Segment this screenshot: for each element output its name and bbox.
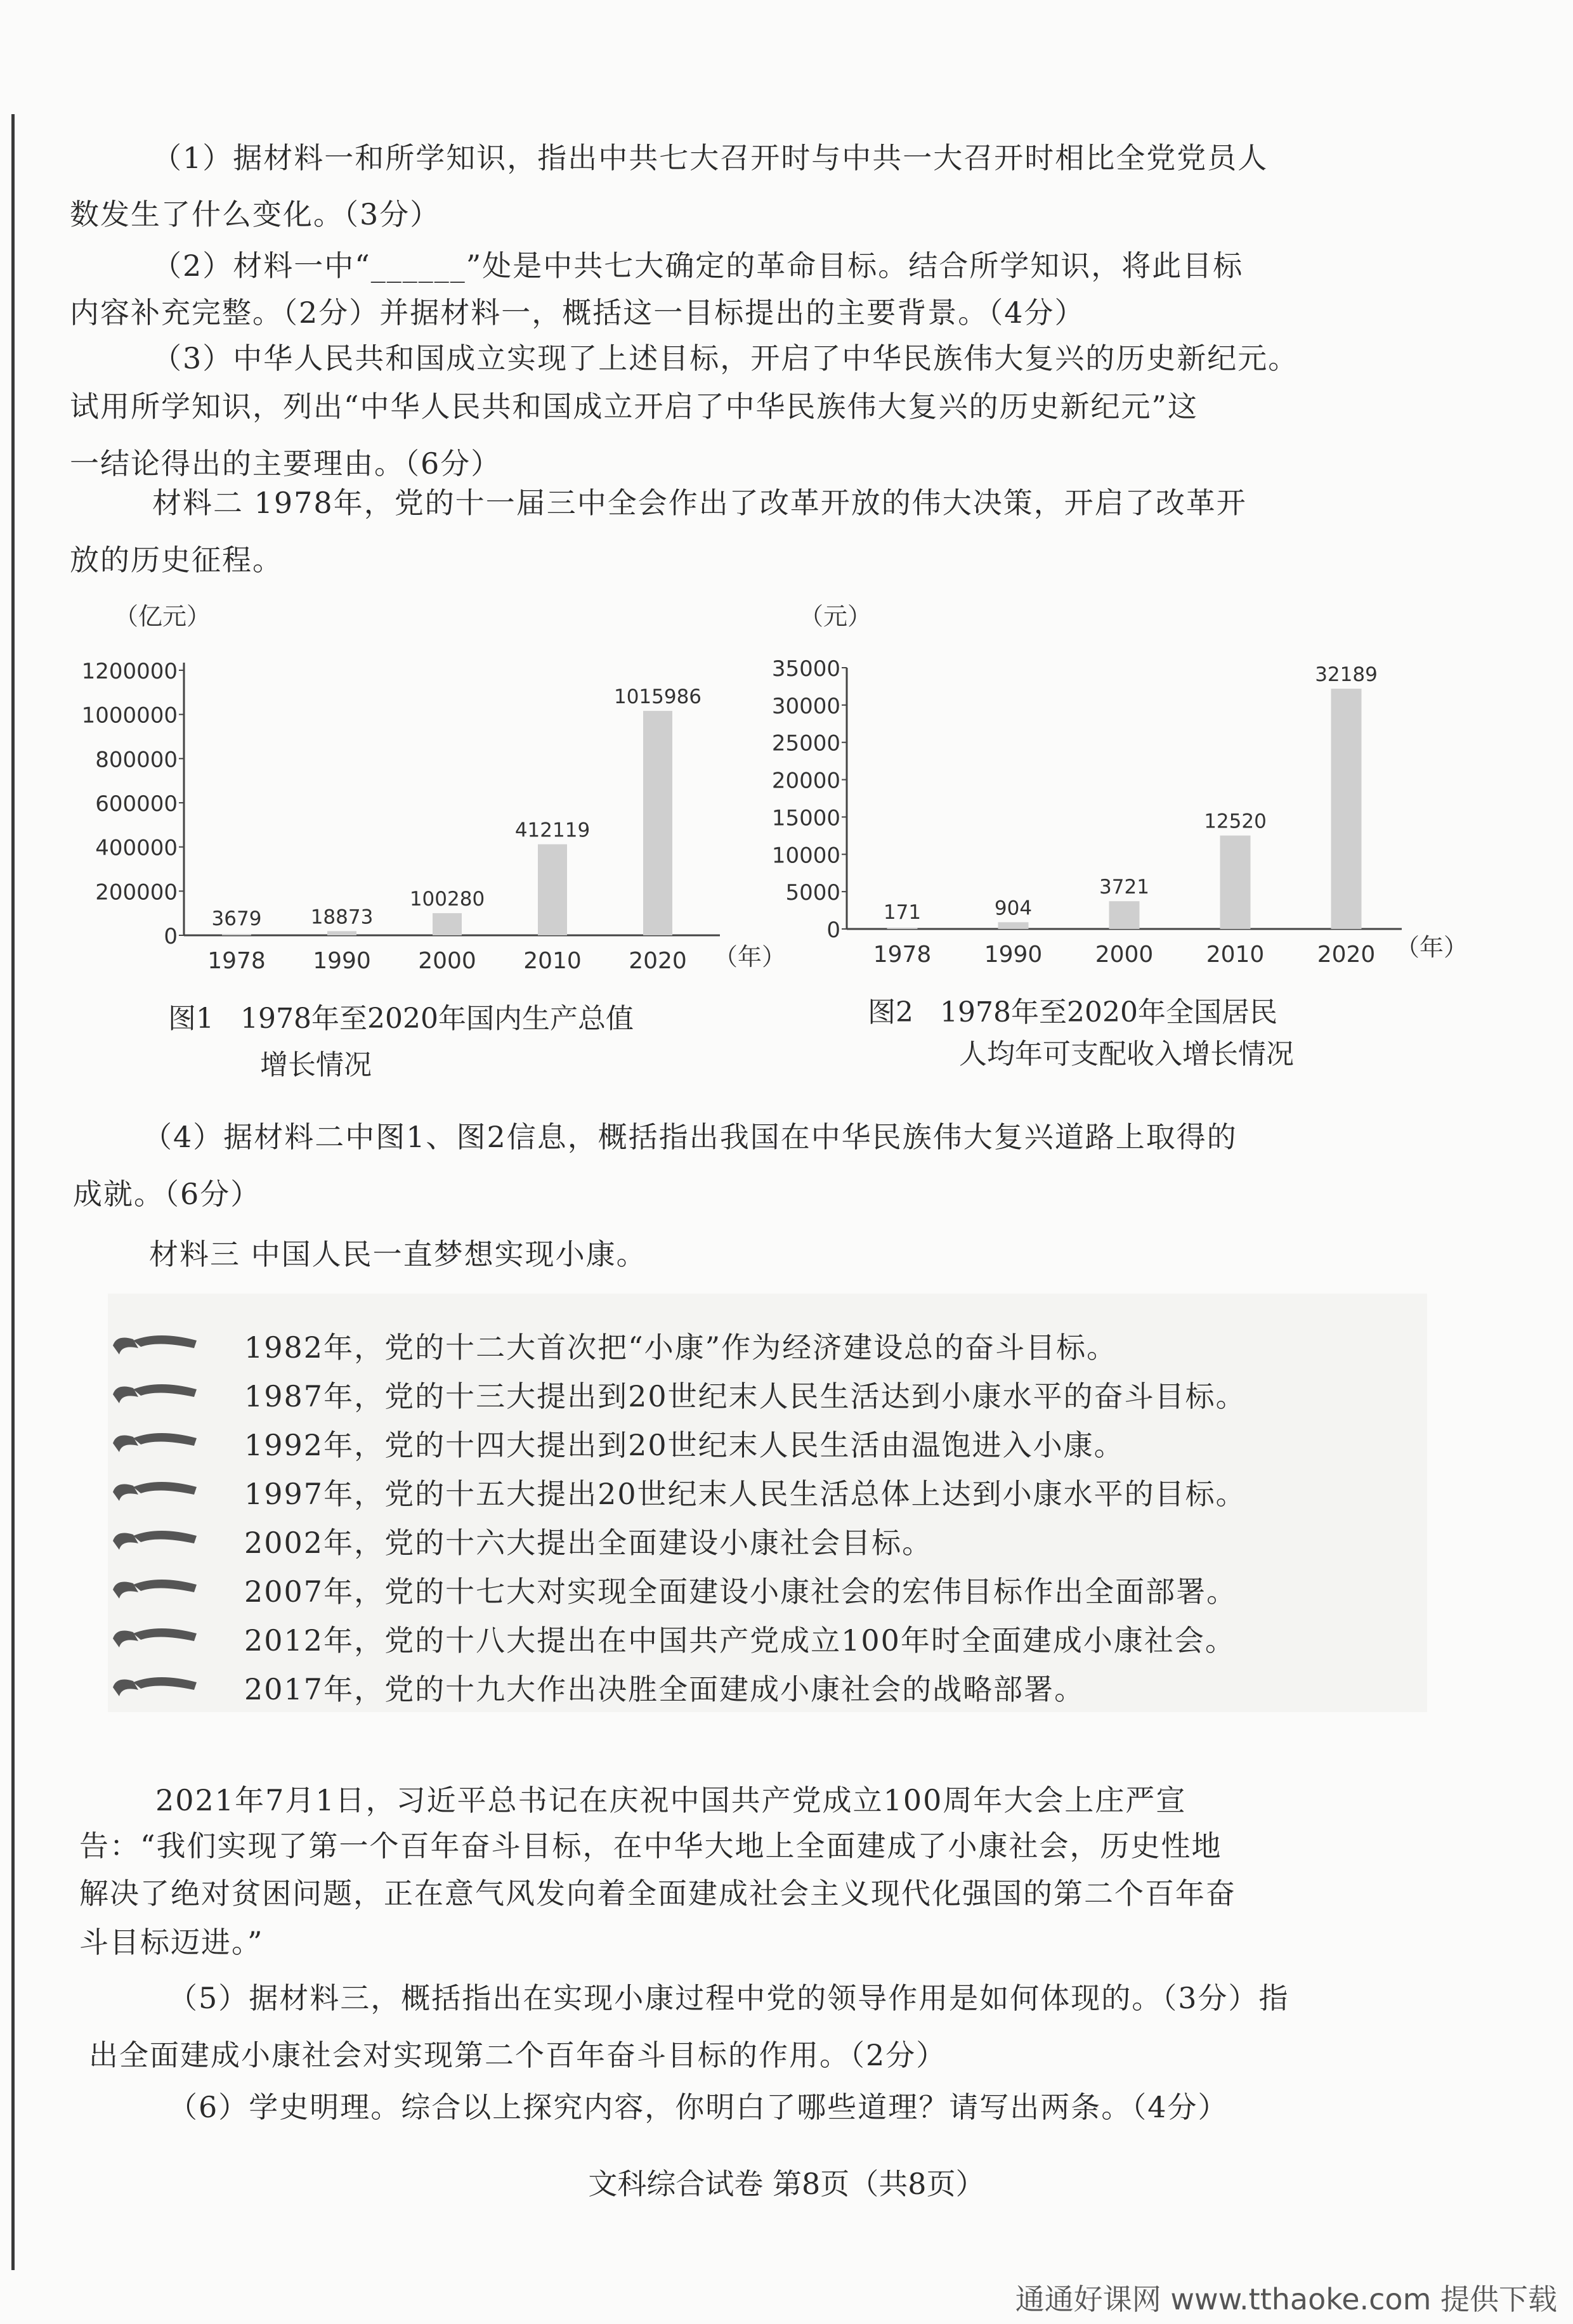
income-chart-bar-1990 xyxy=(998,922,1029,929)
income-chart-ytick-label: 35000 xyxy=(771,656,840,682)
gdp-chart-data-label-2020: 1015986 xyxy=(613,685,702,709)
income-chart-bar-2010 xyxy=(1220,836,1251,929)
income-chart-data-label-1990: 904 xyxy=(994,897,1033,920)
material2-line1: 材料二 1978年，党的十一届三中全会作出了改革开放的伟大决策，开启了改革开 xyxy=(152,486,1247,520)
figure2-caption-text: 1978年至2020年全国居民 xyxy=(940,996,1277,1029)
income-chart-ytick-label: 30000 xyxy=(771,693,840,719)
timeline-item xyxy=(108,1418,1125,1467)
gdp-chart-data-label-2000: 100280 xyxy=(409,888,485,911)
curved-arrow-icon xyxy=(108,1620,203,1658)
income-chart-yticks xyxy=(772,656,847,943)
xiaokang-timeline xyxy=(108,1294,1427,1712)
timeline-item xyxy=(108,1467,1246,1516)
figure2-caption-line2: 人均年可支配收入增长情况 xyxy=(959,1038,1294,1070)
income-chart-xtick-label: 1978 xyxy=(873,942,932,968)
gdp-chart-ytick-label: 1000000 xyxy=(81,703,178,729)
timeline-item xyxy=(108,1321,1117,1370)
gdp-chart-ytick-label: 800000 xyxy=(95,747,178,773)
income-chart-data-label-2010: 12520 xyxy=(1204,810,1267,833)
timeline-text: 2007年，党的十七大对实现全面建设小康社会的宏伟目标作出全面部署。 xyxy=(244,1574,1237,1609)
gdp-chart-ytick-label: 200000 xyxy=(95,880,178,906)
timeline-item xyxy=(108,1516,932,1565)
timeline-text: 1997年，党的十五大提出20世纪末人民生活总体上达到小康水平的目标。 xyxy=(244,1476,1246,1511)
gdp-chart-bar-2020 xyxy=(643,711,672,935)
gdp-chart-xtick-label: 2020 xyxy=(629,948,687,974)
income-chart-xtick-label: 2000 xyxy=(1095,942,1154,968)
income-chart-bar-2000 xyxy=(1109,901,1140,929)
timeline-text: 1992年，党的十四大提出到20世纪末人民生活由温饱进入小康。 xyxy=(244,1427,1125,1462)
gdp-chart-yticks xyxy=(82,659,184,949)
figure1-caption-text: 1978年至2020年国内生产总值 xyxy=(240,1003,634,1035)
income-chart-ytick-label: 15000 xyxy=(771,805,840,831)
gdp-chart-xtick-label: 2000 xyxy=(418,948,476,974)
gdp-chart-ytick-label: 1200000 xyxy=(81,659,178,684)
gdp-chart-bar-2010 xyxy=(538,844,567,935)
income-chart-x-unit: （年） xyxy=(1395,933,1468,961)
gdp-chart-ytick-label: 400000 xyxy=(95,835,178,861)
income-chart-data-label-1978: 171 xyxy=(883,901,922,924)
figure1-caption-line2: 增长情况 xyxy=(260,1049,372,1081)
gdp-chart-data-label-1978: 3679 xyxy=(211,907,262,930)
income-chart xyxy=(748,596,1472,1015)
income-chart-ytick-label: 5000 xyxy=(785,880,840,906)
income-chart-ytick-label: 0 xyxy=(826,918,840,943)
curved-arrow-icon xyxy=(108,1522,203,1560)
gdp-chart-bar-2000 xyxy=(433,913,462,935)
timeline-text: 2012年，党的十八大提出在中国共产党成立100年时全面建成小康社会。 xyxy=(244,1623,1236,1658)
curved-arrow-icon xyxy=(108,1668,203,1706)
q5-line1: （5）据材料三，概括指出在实现小康过程中党的领导作用是如何体现的。（3分）指 xyxy=(168,1981,1289,2015)
gdp-chart xyxy=(57,596,786,1015)
figure2-caption-line1 xyxy=(868,990,1277,1035)
curved-arrow-icon xyxy=(108,1327,203,1365)
income-chart-xtick-label: 1990 xyxy=(984,942,1043,968)
speech-line3: 解决了绝对贫困问题，正在意气风发向着全面建成社会主义现代化强国的第二个百年奋 xyxy=(79,1876,1236,1911)
q1-line1: （1）据材料一和所学知识，指出中共七大召开时与中共一大召开时相比全党党员人 xyxy=(152,141,1269,175)
curved-arrow-icon xyxy=(108,1424,203,1462)
q2-line1: （2）材料一中“______”处是中共七大确定的革命目标。结合所学知识，将此目标 xyxy=(152,249,1244,283)
curved-arrow-icon xyxy=(108,1571,203,1609)
q4-line1: （4）据材料二中图1、图2信息，概括指出我国在中华民族伟大复兴道路上取得的 xyxy=(143,1120,1237,1154)
figure1-caption-line1 xyxy=(168,997,634,1041)
figure2-number: 图2 xyxy=(868,996,913,1029)
gdp-chart-xticks xyxy=(207,948,687,974)
gdp-chart-xtick-label: 1990 xyxy=(313,948,371,974)
q5-line2: 出全面建成小康社会对实现第二个百年奋斗目标的作用。（2分） xyxy=(89,2038,947,2072)
income-chart-unit: （元） xyxy=(799,602,872,630)
income-chart-data-label-2020: 32189 xyxy=(1315,663,1378,687)
timeline-text: 1982年，党的十二大首次把“小康”作为经济建设总的奋斗目标。 xyxy=(244,1330,1118,1365)
gdp-chart-ytick-label: 0 xyxy=(164,924,178,949)
gdp-chart-xtick-label: 1978 xyxy=(207,948,266,974)
q4-line2: 成就。（6分） xyxy=(73,1177,261,1211)
income-chart-ytick-label: 10000 xyxy=(771,843,840,869)
income-chart-ytick-label: 20000 xyxy=(771,768,840,794)
timeline-text: 2017年，党的十九大作出决胜全面建成小康社会的战略部署。 xyxy=(244,1672,1085,1706)
gdp-chart-bar-1990 xyxy=(327,931,356,935)
income-chart-xtick-label: 2010 xyxy=(1206,942,1265,968)
q3-line3: 一结论得出的主要理由。（6分） xyxy=(70,446,502,481)
speech-line4: 斗目标迈进。” xyxy=(79,1925,264,1959)
income-chart-data-labels xyxy=(884,663,1378,924)
income-chart-bar-2020 xyxy=(1331,689,1362,929)
gdp-chart-data-labels xyxy=(212,685,702,930)
gdp-chart-xtick-label: 2010 xyxy=(523,948,582,974)
speech-line2: 告：“我们实现了第一个百年奋斗目标，在中华大地上全面建成了小康社会，历史性地 xyxy=(79,1829,1222,1863)
material2-line2: 放的历史征程。 xyxy=(70,543,283,577)
income-chart-data-label-2000: 3721 xyxy=(1099,876,1149,899)
page-footer: 文科综合试卷 第8页（共8页） xyxy=(588,2167,985,2201)
timeline-item xyxy=(108,1370,1246,1418)
timeline-text: 2002年，党的十六大提出全面建设小康社会目标。 xyxy=(244,1525,933,1560)
gdp-chart-ytick-label: 600000 xyxy=(95,791,178,817)
timeline-item xyxy=(108,1663,1085,1711)
speech-line1: 2021年7月1日，习近平总书记在庆祝中国共产党成立100周年大会上庄严宣 xyxy=(155,1783,1187,1817)
income-chart-bar-1978 xyxy=(887,928,918,929)
q1-line2: 数发生了什么变化。（3分） xyxy=(70,197,441,231)
gdp-chart-x-unit: （年） xyxy=(714,943,786,971)
timeline-item xyxy=(108,1614,1236,1663)
q2-line2: 内容补充完整。（2分）并据材料一，概括这一目标提出的主要背景。（4分） xyxy=(70,295,1085,330)
q3-line1: （3）中华人民共和国成立实现了上述目标，开启了中华民族伟大复兴的历史新纪元。 xyxy=(152,341,1299,375)
watermark: 通通好课网 www.tthaoke.com 提供下载 xyxy=(1015,2282,1557,2316)
gdp-chart-data-label-1990: 18873 xyxy=(310,906,374,929)
curved-arrow-icon xyxy=(108,1375,203,1413)
q3-line2: 试用所学知识，列出“中华人民共和国成立开启了中华民族伟大复兴的历史新纪元”这 xyxy=(70,389,1199,424)
timeline-item xyxy=(108,1565,1237,1614)
income-chart-xticks xyxy=(873,942,1376,968)
gdp-chart-data-label-2010: 412119 xyxy=(514,819,591,842)
income-chart-xtick-label: 2020 xyxy=(1317,942,1376,968)
page-left-border xyxy=(11,114,15,2270)
q6-line1: （6）学史明理。综合以上探究内容，你明白了哪些道理？请写出两条。（4分） xyxy=(168,2090,1229,2124)
material3-intro: 材料三 中国人民一直梦想实现小康。 xyxy=(149,1237,647,1271)
figure1-number: 图1 xyxy=(168,1003,214,1035)
income-chart-ytick-label: 25000 xyxy=(771,730,840,756)
gdp-chart-unit: （亿元） xyxy=(114,602,211,630)
curved-arrow-icon xyxy=(108,1473,203,1511)
timeline-text: 1987年，党的十三大提出到20世纪末人民生活达到小康水平的奋斗目标。 xyxy=(244,1379,1246,1413)
